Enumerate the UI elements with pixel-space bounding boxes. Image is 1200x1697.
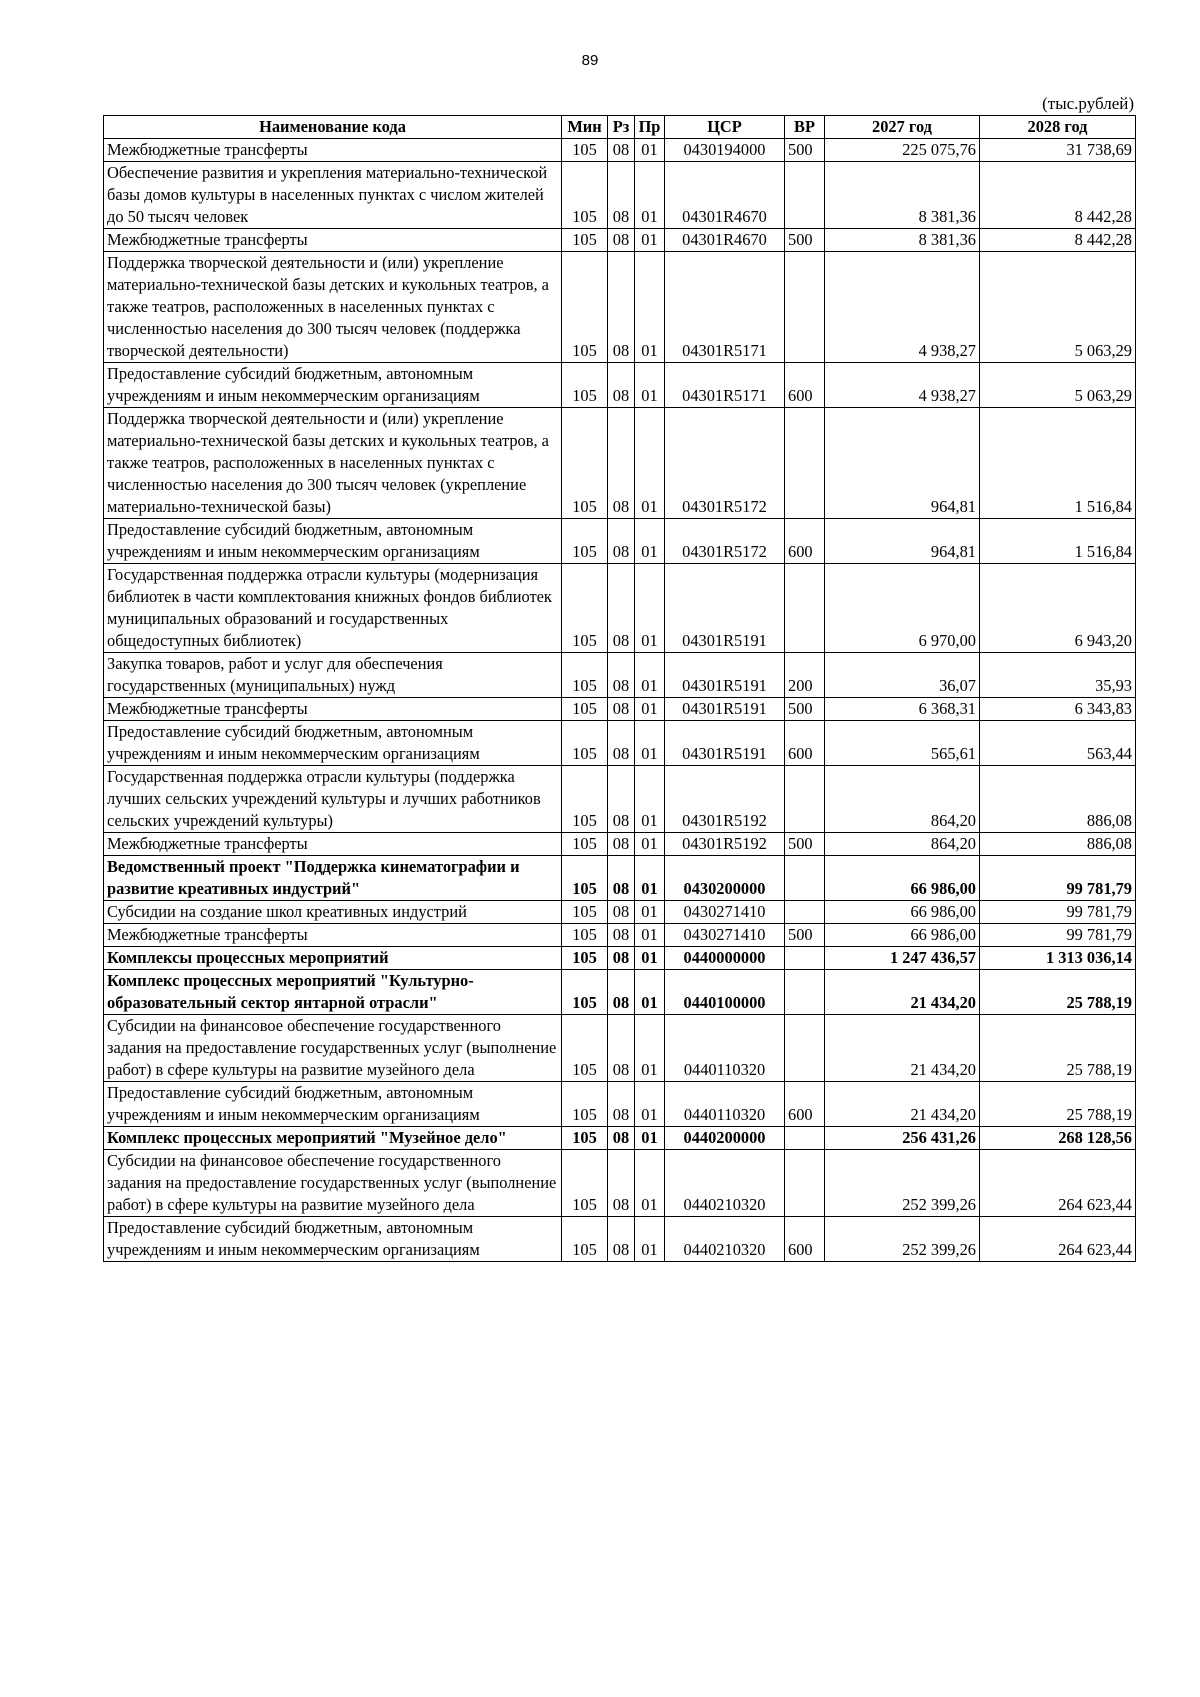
table-row	[104, 1127, 1136, 1150]
cell-pr: 01	[635, 924, 665, 947]
table-row	[104, 1015, 1136, 1082]
table-row	[104, 833, 1136, 856]
cell-pr: 01	[635, 1015, 665, 1082]
cell-rz: 08	[608, 408, 635, 519]
cell-min: 105	[562, 1015, 608, 1082]
table-row	[104, 766, 1136, 833]
cell-pr: 01	[635, 162, 665, 229]
table-row	[104, 1150, 1136, 1217]
cell-vr: 500	[785, 924, 825, 947]
cell-2027: 8 381,36	[825, 162, 980, 229]
cell-vr: 600	[785, 1217, 825, 1262]
cell-2027: 864,20	[825, 833, 980, 856]
cell-rz: 08	[608, 229, 635, 252]
cell-rz: 08	[608, 947, 635, 970]
header-2028: 2028 год	[980, 116, 1136, 139]
header-min: Мин	[562, 116, 608, 139]
cell-rz: 08	[608, 252, 635, 363]
cell-2028: 5 063,29	[980, 363, 1136, 408]
cell-pr: 01	[635, 519, 665, 564]
cell-csr: 04301R5171	[665, 363, 785, 408]
cell-vr	[785, 1015, 825, 1082]
cell-csr: 0440200000	[665, 1127, 785, 1150]
cell-min: 105	[562, 947, 608, 970]
cell-rz: 08	[608, 363, 635, 408]
cell-rz: 08	[608, 1015, 635, 1082]
cell-name: Межбюджетные трансферты	[104, 833, 562, 856]
cell-name: Субсидии на финансовое обеспечение государственного задания на предоставление государственных услуг (выполнение работ) в сфере культуры на развитие музейного дела	[104, 1015, 562, 1082]
cell-csr: 04301R5192	[665, 833, 785, 856]
table-row	[104, 1217, 1136, 1262]
cell-rz: 08	[608, 856, 635, 901]
cell-vr: 600	[785, 1082, 825, 1127]
cell-vr: 500	[785, 139, 825, 162]
cell-name: Межбюджетные трансферты	[104, 139, 562, 162]
cell-2028: 1 516,84	[980, 519, 1136, 564]
cell-min: 105	[562, 833, 608, 856]
cell-2027: 252 399,26	[825, 1150, 980, 1217]
cell-rz: 08	[608, 901, 635, 924]
header-csr: ЦСР	[665, 116, 785, 139]
cell-pr: 01	[635, 833, 665, 856]
cell-name: Межбюджетные трансферты	[104, 229, 562, 252]
cell-2027: 964,81	[825, 519, 980, 564]
table-row	[104, 924, 1136, 947]
cell-rz: 08	[608, 162, 635, 229]
cell-vr	[785, 162, 825, 229]
cell-rz: 08	[608, 721, 635, 766]
cell-2028: 264 623,44	[980, 1217, 1136, 1262]
cell-csr: 04301R5192	[665, 766, 785, 833]
cell-min: 105	[562, 363, 608, 408]
cell-csr: 0440210320	[665, 1217, 785, 1262]
cell-2027: 4 938,27	[825, 363, 980, 408]
header-row	[104, 116, 1136, 139]
cell-rz: 08	[608, 698, 635, 721]
cell-name: Предоставление субсидий бюджетным, автономным учреждениям и иным некоммерческим организациям	[104, 1217, 562, 1262]
cell-2028: 99 781,79	[980, 856, 1136, 901]
cell-csr: 0440210320	[665, 1150, 785, 1217]
cell-name: Обеспечение развития и укрепления материально-технической базы домов культуры в населенных пунктах с числом жителей до 50 тысяч человек	[104, 162, 562, 229]
cell-rz: 08	[608, 833, 635, 856]
table-row	[104, 162, 1136, 229]
cell-name: Предоставление субсидий бюджетным, автономным учреждениям и иным некоммерческим организациям	[104, 519, 562, 564]
cell-pr: 01	[635, 721, 665, 766]
cell-rz: 08	[608, 519, 635, 564]
cell-vr: 600	[785, 519, 825, 564]
cell-2028: 8 442,28	[980, 229, 1136, 252]
table-row	[104, 721, 1136, 766]
cell-2028: 35,93	[980, 653, 1136, 698]
cell-name: Комплекс процессных мероприятий "Культурно-образовательный сектор янтарной отрасли"	[104, 970, 562, 1015]
page-number: 89	[581, 52, 599, 69]
cell-pr: 01	[635, 1082, 665, 1127]
cell-rz: 08	[608, 970, 635, 1015]
cell-2027: 21 434,20	[825, 1082, 980, 1127]
cell-2028: 6 943,20	[980, 564, 1136, 653]
table-row	[104, 252, 1136, 363]
cell-min: 105	[562, 698, 608, 721]
cell-min: 105	[562, 1082, 608, 1127]
cell-name: Предоставление субсидий бюджетным, автономным учреждениям и иным некоммерческим организациям	[104, 721, 562, 766]
cell-2027: 964,81	[825, 408, 980, 519]
cell-csr: 04301R5172	[665, 519, 785, 564]
cell-pr: 01	[635, 970, 665, 1015]
cell-2027: 256 431,26	[825, 1127, 980, 1150]
cell-2028: 1 516,84	[980, 408, 1136, 519]
cell-vr: 500	[785, 229, 825, 252]
cell-min: 105	[562, 162, 608, 229]
cell-min: 105	[562, 901, 608, 924]
cell-pr: 01	[635, 139, 665, 162]
table-row	[104, 519, 1136, 564]
cell-name: Поддержка творческой деятельности и (или) укрепление материально-технической базы детских и кукольных театров, а также театров, расположенных в населенных пунктах с численностью населения до 300 тысяч человек (укрепление материально-технической базы)	[104, 408, 562, 519]
cell-min: 105	[562, 1150, 608, 1217]
cell-min: 105	[562, 564, 608, 653]
cell-2027: 4 938,27	[825, 252, 980, 363]
cell-name: Субсидии на финансовое обеспечение государственного задания на предоставление государственных услуг (выполнение работ) в сфере культуры на развитие музейного дела	[104, 1150, 562, 1217]
cell-pr: 01	[635, 363, 665, 408]
cell-pr: 01	[635, 564, 665, 653]
cell-min: 105	[562, 924, 608, 947]
header-2027: 2027 год	[825, 116, 980, 139]
cell-vr: 600	[785, 721, 825, 766]
cell-2028: 264 623,44	[980, 1150, 1136, 1217]
table-row	[104, 698, 1136, 721]
cell-name: Поддержка творческой деятельности и (или) укрепление материально-технической базы детских и кукольных театров, а также театров, расположенных в населенных пунктах с численностью населения до 300 тысяч человек (поддержка творческой деятельности)	[104, 252, 562, 363]
table-row	[104, 564, 1136, 653]
cell-2027: 21 434,20	[825, 1015, 980, 1082]
cell-pr: 01	[635, 856, 665, 901]
cell-pr: 01	[635, 698, 665, 721]
cell-2027: 864,20	[825, 766, 980, 833]
budget-table	[103, 115, 1136, 1262]
table-row	[104, 363, 1136, 408]
cell-min: 105	[562, 1127, 608, 1150]
cell-2027: 66 986,00	[825, 924, 980, 947]
cell-vr	[785, 856, 825, 901]
cell-rz: 08	[608, 1127, 635, 1150]
cell-vr	[785, 564, 825, 653]
cell-rz: 08	[608, 564, 635, 653]
cell-pr: 01	[635, 766, 665, 833]
table-body	[104, 139, 1136, 1262]
cell-pr: 01	[635, 229, 665, 252]
cell-csr: 04301R5191	[665, 653, 785, 698]
table-row	[104, 408, 1136, 519]
cell-min: 105	[562, 229, 608, 252]
cell-pr: 01	[635, 252, 665, 363]
cell-name: Межбюджетные трансферты	[104, 698, 562, 721]
cell-2028: 268 128,56	[980, 1127, 1136, 1150]
cell-rz: 08	[608, 924, 635, 947]
cell-vr: 500	[785, 698, 825, 721]
cell-csr: 0430271410	[665, 901, 785, 924]
cell-vr: 600	[785, 363, 825, 408]
cell-vr	[785, 252, 825, 363]
cell-min: 105	[562, 1217, 608, 1262]
cell-name: Предоставление субсидий бюджетным, автономным учреждениям и иным некоммерческим организациям	[104, 363, 562, 408]
cell-csr: 04301R5191	[665, 564, 785, 653]
cell-rz: 08	[608, 139, 635, 162]
cell-pr: 01	[635, 1127, 665, 1150]
cell-2028: 5 063,29	[980, 252, 1136, 363]
header-pr: Пр	[635, 116, 665, 139]
cell-pr: 01	[635, 947, 665, 970]
cell-name: Субсидии на создание школ креативных индустрий	[104, 901, 562, 924]
cell-csr: 0430194000	[665, 139, 785, 162]
cell-rz: 08	[608, 1217, 635, 1262]
cell-name: Предоставление субсидий бюджетным, автономным учреждениям и иным некоммерческим организациям	[104, 1082, 562, 1127]
table-header	[104, 116, 1136, 139]
cell-2027: 36,07	[825, 653, 980, 698]
cell-2027: 66 986,00	[825, 856, 980, 901]
cell-2028: 25 788,19	[980, 1082, 1136, 1127]
table-row	[104, 970, 1136, 1015]
table-row	[104, 856, 1136, 901]
cell-pr: 01	[635, 901, 665, 924]
cell-min: 105	[562, 766, 608, 833]
cell-rz: 08	[608, 766, 635, 833]
cell-pr: 01	[635, 1150, 665, 1217]
header-rz: Рз	[608, 116, 635, 139]
cell-2028: 6 343,83	[980, 698, 1136, 721]
table-row	[104, 653, 1136, 698]
cell-csr: 04301R5191	[665, 721, 785, 766]
cell-2028: 886,08	[980, 766, 1136, 833]
cell-min: 105	[562, 139, 608, 162]
cell-name: Государственная поддержка отрасли культуры (модернизация библиотек в части комплектования книжных фондов библиотек муниципальных образований и государственных общедоступных библиотек)	[104, 564, 562, 653]
cell-csr: 0430200000	[665, 856, 785, 901]
cell-2028: 31 738,69	[980, 139, 1136, 162]
cell-2027: 66 986,00	[825, 901, 980, 924]
table-row	[104, 229, 1136, 252]
table-row	[104, 1082, 1136, 1127]
cell-2027: 225 075,76	[825, 139, 980, 162]
cell-2028: 99 781,79	[980, 901, 1136, 924]
cell-vr	[785, 766, 825, 833]
cell-name: Ведомственный проект "Поддержка кинематографии и развитие креативных индустрий"	[104, 856, 562, 901]
cell-csr: 04301R5171	[665, 252, 785, 363]
cell-2028: 25 788,19	[980, 1015, 1136, 1082]
cell-pr: 01	[635, 408, 665, 519]
cell-csr: 0440110320	[665, 1015, 785, 1082]
unit-label: (тыс.рублей)	[1042, 94, 1134, 113]
cell-2028: 1 313 036,14	[980, 947, 1136, 970]
cell-min: 105	[562, 721, 608, 766]
cell-csr: 04301R5191	[665, 698, 785, 721]
header-name: Наименование кода	[104, 116, 562, 139]
table-row	[104, 139, 1136, 162]
cell-name: Комплекс процессных мероприятий "Музейное дело"	[104, 1127, 562, 1150]
cell-min: 105	[562, 519, 608, 564]
cell-name: Закупка товаров, работ и услуг для обеспечения государственных (муниципальных) нужд	[104, 653, 562, 698]
cell-pr: 01	[635, 1217, 665, 1262]
header-vr: ВР	[785, 116, 825, 139]
cell-vr	[785, 1150, 825, 1217]
cell-rz: 08	[608, 1150, 635, 1217]
cell-2028: 8 442,28	[980, 162, 1136, 229]
cell-pr: 01	[635, 653, 665, 698]
cell-csr: 0440100000	[665, 970, 785, 1015]
cell-csr: 04301R4670	[665, 162, 785, 229]
cell-vr: 500	[785, 833, 825, 856]
cell-name: Комплексы процессных мероприятий	[104, 947, 562, 970]
cell-min: 105	[562, 408, 608, 519]
cell-2027: 8 381,36	[825, 229, 980, 252]
cell-2027: 1 247 436,57	[825, 947, 980, 970]
cell-2028: 25 788,19	[980, 970, 1136, 1015]
cell-vr	[785, 970, 825, 1015]
cell-2028: 99 781,79	[980, 924, 1136, 947]
cell-min: 105	[562, 653, 608, 698]
cell-rz: 08	[608, 1082, 635, 1127]
cell-2027: 565,61	[825, 721, 980, 766]
table-row	[104, 901, 1136, 924]
cell-csr: 0440110320	[665, 1082, 785, 1127]
cell-vr	[785, 408, 825, 519]
cell-2027: 6 970,00	[825, 564, 980, 653]
table-row	[104, 947, 1136, 970]
cell-rz: 08	[608, 653, 635, 698]
cell-csr: 04301R4670	[665, 229, 785, 252]
cell-csr: 0430271410	[665, 924, 785, 947]
cell-vr	[785, 947, 825, 970]
cell-name: Государственная поддержка отрасли культуры (поддержка лучших сельских учреждений культуры и лучших работников сельских учреждений культуры)	[104, 766, 562, 833]
cell-min: 105	[562, 970, 608, 1015]
cell-min: 105	[562, 856, 608, 901]
cell-2028: 563,44	[980, 721, 1136, 766]
cell-2028: 886,08	[980, 833, 1136, 856]
cell-2027: 252 399,26	[825, 1217, 980, 1262]
cell-2027: 6 368,31	[825, 698, 980, 721]
cell-vr	[785, 901, 825, 924]
cell-2027: 21 434,20	[825, 970, 980, 1015]
cell-min: 105	[562, 252, 608, 363]
cell-csr: 04301R5172	[665, 408, 785, 519]
cell-vr	[785, 1127, 825, 1150]
cell-name: Межбюджетные трансферты	[104, 924, 562, 947]
cell-vr: 200	[785, 653, 825, 698]
cell-csr: 0440000000	[665, 947, 785, 970]
